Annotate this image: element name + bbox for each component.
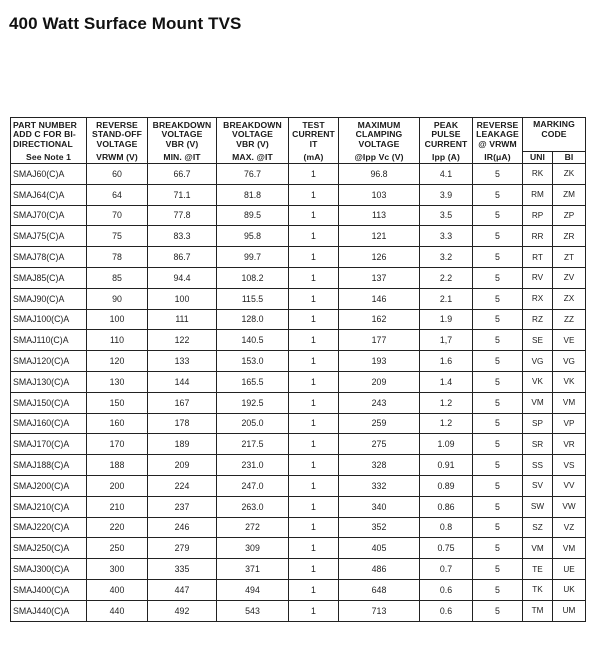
ipp-cell: 0.91 — [420, 455, 473, 476]
ir-cell: 5 — [473, 247, 523, 268]
unit-ipp: Ipp (A) — [420, 152, 473, 164]
marking-bi-cell: ZT — [553, 247, 586, 268]
ipp-cell: 0.75 — [420, 538, 473, 559]
vc-cell: 332 — [339, 475, 420, 496]
it-cell: 1 — [289, 205, 339, 226]
part-number-cell: SMAJ85(C)A — [11, 267, 87, 288]
marking-uni-cell: RV — [523, 267, 553, 288]
marking-uni-cell: TM — [523, 600, 553, 621]
ir-cell: 5 — [473, 413, 523, 434]
vbr-min-cell: 122 — [148, 330, 217, 351]
vbr-max-cell: 192.5 — [217, 392, 289, 413]
it-cell: 1 — [289, 496, 339, 517]
vc-cell: 275 — [339, 434, 420, 455]
vbr-min-cell: 447 — [148, 579, 217, 600]
part-number-cell: SMAJ400(C)A — [11, 579, 87, 600]
vbr-min-cell: 492 — [148, 600, 217, 621]
header-max-clamping: MAXIMUM CLAMPING VOLTAGE — [339, 118, 420, 152]
ipp-cell: 0.6 — [420, 600, 473, 621]
ir-cell: 5 — [473, 309, 523, 330]
vbr-min-cell: 133 — [148, 351, 217, 372]
vrwm-cell: 64 — [87, 184, 148, 205]
header-peak-pulse: PEAK PULSE CURRENT — [420, 118, 473, 152]
vrwm-cell: 120 — [87, 351, 148, 372]
ir-cell: 5 — [473, 434, 523, 455]
ir-cell: 5 — [473, 600, 523, 621]
marking-bi-cell: UK — [553, 579, 586, 600]
vbr-max-cell: 95.8 — [217, 226, 289, 247]
part-number-cell: SMAJ100(C)A — [11, 309, 87, 330]
vbr-max-cell: 247.0 — [217, 475, 289, 496]
marking-uni-cell: VM — [523, 538, 553, 559]
vrwm-cell: 200 — [87, 475, 148, 496]
vc-cell: 209 — [339, 371, 420, 392]
part-number-cell: SMAJ75(C)A — [11, 226, 87, 247]
ir-cell: 5 — [473, 226, 523, 247]
part-number-cell: SMAJ160(C)A — [11, 413, 87, 434]
part-number-cell: SMAJ210(C)A — [11, 496, 87, 517]
vbr-max-cell: 494 — [217, 579, 289, 600]
vbr-max-cell: 543 — [217, 600, 289, 621]
vc-cell: 113 — [339, 205, 420, 226]
vbr-max-cell: 371 — [217, 559, 289, 580]
marking-bi-cell: VP — [553, 413, 586, 434]
marking-bi-cell: VE — [553, 330, 586, 351]
vc-cell: 259 — [339, 413, 420, 434]
vrwm-cell: 440 — [87, 600, 148, 621]
part-number-cell: SMAJ90(C)A — [11, 288, 87, 309]
table-row — [11, 267, 586, 288]
table-row — [11, 496, 586, 517]
it-cell: 1 — [289, 434, 339, 455]
table-row — [11, 455, 586, 476]
ir-cell: 5 — [473, 455, 523, 476]
ir-cell: 5 — [473, 392, 523, 413]
table-row — [11, 413, 586, 434]
ipp-cell: 2.1 — [420, 288, 473, 309]
it-cell: 1 — [289, 413, 339, 434]
vbr-min-cell: 246 — [148, 517, 217, 538]
it-cell: 1 — [289, 392, 339, 413]
header-reverse-leakage: REVERSE LEAKAGE @ VRWM — [473, 118, 523, 152]
table-row — [11, 392, 586, 413]
marking-uni-cell: RK — [523, 164, 553, 185]
it-cell: 1 — [289, 475, 339, 496]
ipp-cell: 3.3 — [420, 226, 473, 247]
ir-cell: 5 — [473, 538, 523, 559]
marking-uni-cell: SR — [523, 434, 553, 455]
tvs-spec-table — [10, 117, 586, 622]
vbr-min-cell: 335 — [148, 559, 217, 580]
marking-bi-cell: VK — [553, 371, 586, 392]
vc-cell: 96.8 — [339, 164, 420, 185]
part-number-cell: SMAJ120(C)A — [11, 351, 87, 372]
unit-vrwm: VRWM (V) — [87, 152, 148, 164]
table-row — [11, 475, 586, 496]
vbr-max-cell: 76.7 — [217, 164, 289, 185]
marking-uni-cell: SV — [523, 475, 553, 496]
marking-uni-cell: VM — [523, 392, 553, 413]
marking-bi-cell: ZR — [553, 226, 586, 247]
vbr-max-cell: 205.0 — [217, 413, 289, 434]
it-cell: 1 — [289, 579, 339, 600]
vrwm-cell: 400 — [87, 579, 148, 600]
table-row — [11, 559, 586, 580]
table-row — [11, 226, 586, 247]
ir-cell: 5 — [473, 371, 523, 392]
part-number-cell: SMAJ60(C)A — [11, 164, 87, 185]
vbr-min-cell: 100 — [148, 288, 217, 309]
marking-uni-cell: VG — [523, 351, 553, 372]
vc-cell: 146 — [339, 288, 420, 309]
part-number-cell: SMAJ440(C)A — [11, 600, 87, 621]
vrwm-cell: 70 — [87, 205, 148, 226]
vbr-min-cell: 71.1 — [148, 184, 217, 205]
marking-uni-cell: SE — [523, 330, 553, 351]
ir-cell: 5 — [473, 579, 523, 600]
vrwm-cell: 110 — [87, 330, 148, 351]
ir-cell: 5 — [473, 559, 523, 580]
ir-cell: 5 — [473, 164, 523, 185]
vc-cell: 137 — [339, 267, 420, 288]
table-row — [11, 517, 586, 538]
header-marking-code: MARKING CODE — [523, 118, 586, 152]
header-breakdown-min: BREAKDOWN VOLTAGE VBR (V) — [148, 118, 217, 152]
marking-uni-cell: RM — [523, 184, 553, 205]
vc-cell: 486 — [339, 559, 420, 580]
vbr-max-cell: 263.0 — [217, 496, 289, 517]
vbr-min-cell: 111 — [148, 309, 217, 330]
vbr-max-cell: 128.0 — [217, 309, 289, 330]
ir-cell: 5 — [473, 184, 523, 205]
marking-uni-cell: RZ — [523, 309, 553, 330]
vrwm-cell: 220 — [87, 517, 148, 538]
ipp-cell: 1.9 — [420, 309, 473, 330]
marking-bi-cell: VZ — [553, 517, 586, 538]
ir-cell: 5 — [473, 267, 523, 288]
part-number-cell: SMAJ300(C)A — [11, 559, 87, 580]
vc-cell: 405 — [339, 538, 420, 559]
marking-uni-cell: RR — [523, 226, 553, 247]
table-body — [11, 164, 586, 622]
table-row — [11, 164, 586, 185]
vc-cell: 177 — [339, 330, 420, 351]
vc-cell: 243 — [339, 392, 420, 413]
marking-uni-cell: TE — [523, 559, 553, 580]
vbr-max-cell: 99.7 — [217, 247, 289, 268]
ir-cell: 5 — [473, 517, 523, 538]
vbr-min-cell: 86.7 — [148, 247, 217, 268]
table-row — [11, 288, 586, 309]
header-part-number: PART NUMBER ADD C FOR BI- DIRECTIONAL — [11, 118, 87, 152]
table-row — [11, 184, 586, 205]
vrwm-cell: 170 — [87, 434, 148, 455]
vrwm-cell: 210 — [87, 496, 148, 517]
marking-uni-cell: SW — [523, 496, 553, 517]
part-number-cell: SMAJ110(C)A — [11, 330, 87, 351]
vbr-max-cell: 217.5 — [217, 434, 289, 455]
vbr-max-cell: 140.5 — [217, 330, 289, 351]
ipp-cell: 1.09 — [420, 434, 473, 455]
vbr-max-cell: 309 — [217, 538, 289, 559]
table-row — [11, 579, 586, 600]
it-cell: 1 — [289, 538, 339, 559]
ipp-cell: 3.5 — [420, 205, 473, 226]
vbr-min-cell: 144 — [148, 371, 217, 392]
ipp-cell: 0.6 — [420, 579, 473, 600]
marking-bi-cell: VS — [553, 455, 586, 476]
ipp-cell: 1.4 — [420, 371, 473, 392]
marking-bi-cell: VG — [553, 351, 586, 372]
unit-part-number: See Note 1 — [11, 152, 87, 164]
table-row — [11, 371, 586, 392]
vbr-max-cell: 272 — [217, 517, 289, 538]
vbr-max-cell: 231.0 — [217, 455, 289, 476]
ir-cell: 5 — [473, 351, 523, 372]
vc-cell: 126 — [339, 247, 420, 268]
it-cell: 1 — [289, 371, 339, 392]
header-row — [11, 118, 586, 152]
ipp-cell: 1.6 — [420, 351, 473, 372]
unit-it: (mA) — [289, 152, 339, 164]
marking-bi-cell: UM — [553, 600, 586, 621]
part-number-cell: SMAJ78(C)A — [11, 247, 87, 268]
ipp-cell: 1.2 — [420, 392, 473, 413]
vc-cell: 121 — [339, 226, 420, 247]
marking-uni-cell: VK — [523, 371, 553, 392]
part-number-cell: SMAJ150(C)A — [11, 392, 87, 413]
unit-vbr-max: MAX. @IT — [217, 152, 289, 164]
vrwm-cell: 90 — [87, 288, 148, 309]
vbr-min-cell: 237 — [148, 496, 217, 517]
page-title: 400 Watt Surface Mount TVS — [9, 14, 242, 33]
ir-cell: 5 — [473, 330, 523, 351]
marking-uni-cell: TK — [523, 579, 553, 600]
vc-cell: 193 — [339, 351, 420, 372]
part-number-cell: SMAJ188(C)A — [11, 455, 87, 476]
unit-ir: IR(μA) — [473, 152, 523, 164]
ir-cell: 5 — [473, 205, 523, 226]
it-cell: 1 — [289, 247, 339, 268]
ir-cell: 5 — [473, 475, 523, 496]
it-cell: 1 — [289, 288, 339, 309]
marking-uni-cell: SZ — [523, 517, 553, 538]
part-number-cell: SMAJ64(C)A — [11, 184, 87, 205]
it-cell: 1 — [289, 226, 339, 247]
unit-vc: @Ipp Vc (V) — [339, 152, 420, 164]
vrwm-cell: 75 — [87, 226, 148, 247]
vbr-max-cell: 89.5 — [217, 205, 289, 226]
vbr-max-cell: 108.2 — [217, 267, 289, 288]
vrwm-cell: 188 — [87, 455, 148, 476]
it-cell: 1 — [289, 559, 339, 580]
unit-bi: BI — [553, 152, 586, 164]
vbr-min-cell: 83.3 — [148, 226, 217, 247]
ipp-cell: 1.2 — [420, 413, 473, 434]
it-cell: 1 — [289, 184, 339, 205]
vbr-min-cell: 224 — [148, 475, 217, 496]
marking-bi-cell: ZM — [553, 184, 586, 205]
ipp-cell: 0.8 — [420, 517, 473, 538]
table-row — [11, 434, 586, 455]
ipp-cell: 0.86 — [420, 496, 473, 517]
vbr-max-cell: 81.8 — [217, 184, 289, 205]
part-number-cell: SMAJ130(C)A — [11, 371, 87, 392]
it-cell: 1 — [289, 517, 339, 538]
vc-cell: 162 — [339, 309, 420, 330]
ipp-cell: 1,7 — [420, 330, 473, 351]
vrwm-cell: 78 — [87, 247, 148, 268]
it-cell: 1 — [289, 267, 339, 288]
vbr-min-cell: 94.4 — [148, 267, 217, 288]
marking-uni-cell: SS — [523, 455, 553, 476]
part-number-cell: SMAJ200(C)A — [11, 475, 87, 496]
marking-uni-cell: RT — [523, 247, 553, 268]
marking-uni-cell: RP — [523, 205, 553, 226]
vc-cell: 103 — [339, 184, 420, 205]
vc-cell: 713 — [339, 600, 420, 621]
units-row — [11, 152, 586, 164]
table-row — [11, 600, 586, 621]
it-cell: 1 — [289, 455, 339, 476]
vbr-max-cell: 153.0 — [217, 351, 289, 372]
vrwm-cell: 130 — [87, 371, 148, 392]
it-cell: 1 — [289, 164, 339, 185]
vbr-min-cell: 77.8 — [148, 205, 217, 226]
it-cell: 1 — [289, 600, 339, 621]
marking-bi-cell: ZZ — [553, 309, 586, 330]
marking-bi-cell: UE — [553, 559, 586, 580]
marking-bi-cell: VM — [553, 538, 586, 559]
vc-cell: 340 — [339, 496, 420, 517]
part-number-cell: SMAJ70(C)A — [11, 205, 87, 226]
part-number-cell: SMAJ220(C)A — [11, 517, 87, 538]
vrwm-cell: 250 — [87, 538, 148, 559]
ipp-cell: 4.1 — [420, 164, 473, 185]
header-breakdown-max: BREAKDOWN VOLTAGE VBR (V) — [217, 118, 289, 152]
marking-bi-cell: VM — [553, 392, 586, 413]
table-row — [11, 247, 586, 268]
vbr-min-cell: 167 — [148, 392, 217, 413]
header-reverse-standoff: REVERSE STAND-OFF VOLTAGE — [87, 118, 148, 152]
vbr-max-cell: 165.5 — [217, 371, 289, 392]
marking-bi-cell: VW — [553, 496, 586, 517]
table-row — [11, 205, 586, 226]
it-cell: 1 — [289, 351, 339, 372]
marking-bi-cell: ZK — [553, 164, 586, 185]
ipp-cell: 3.2 — [420, 247, 473, 268]
vbr-min-cell: 209 — [148, 455, 217, 476]
table-row — [11, 538, 586, 559]
marking-bi-cell: ZP — [553, 205, 586, 226]
marking-uni-cell: SP — [523, 413, 553, 434]
ipp-cell: 0.89 — [420, 475, 473, 496]
ipp-cell: 3.9 — [420, 184, 473, 205]
table-row — [11, 351, 586, 372]
header-test-current: TEST CURRENT IT — [289, 118, 339, 152]
marking-bi-cell: ZX — [553, 288, 586, 309]
ipp-cell: 2.2 — [420, 267, 473, 288]
vrwm-cell: 150 — [87, 392, 148, 413]
marking-bi-cell: ZV — [553, 267, 586, 288]
it-cell: 1 — [289, 330, 339, 351]
unit-uni: UNI — [523, 152, 553, 164]
table-row — [11, 309, 586, 330]
ir-cell: 5 — [473, 496, 523, 517]
vrwm-cell: 85 — [87, 267, 148, 288]
vbr-min-cell: 66.7 — [148, 164, 217, 185]
vbr-min-cell: 178 — [148, 413, 217, 434]
it-cell: 1 — [289, 309, 339, 330]
vc-cell: 648 — [339, 579, 420, 600]
marking-bi-cell: VV — [553, 475, 586, 496]
marking-bi-cell: VR — [553, 434, 586, 455]
vc-cell: 352 — [339, 517, 420, 538]
vbr-max-cell: 115.5 — [217, 288, 289, 309]
vbr-min-cell: 279 — [148, 538, 217, 559]
ipp-cell: 0.7 — [420, 559, 473, 580]
vrwm-cell: 60 — [87, 164, 148, 185]
unit-vbr-min: MIN. @IT — [148, 152, 217, 164]
marking-uni-cell: RX — [523, 288, 553, 309]
part-number-cell: SMAJ250(C)A — [11, 538, 87, 559]
ir-cell: 5 — [473, 288, 523, 309]
vrwm-cell: 300 — [87, 559, 148, 580]
part-number-cell: SMAJ170(C)A — [11, 434, 87, 455]
vc-cell: 328 — [339, 455, 420, 476]
vrwm-cell: 100 — [87, 309, 148, 330]
vbr-min-cell: 189 — [148, 434, 217, 455]
table-row — [11, 330, 586, 351]
vrwm-cell: 160 — [87, 413, 148, 434]
